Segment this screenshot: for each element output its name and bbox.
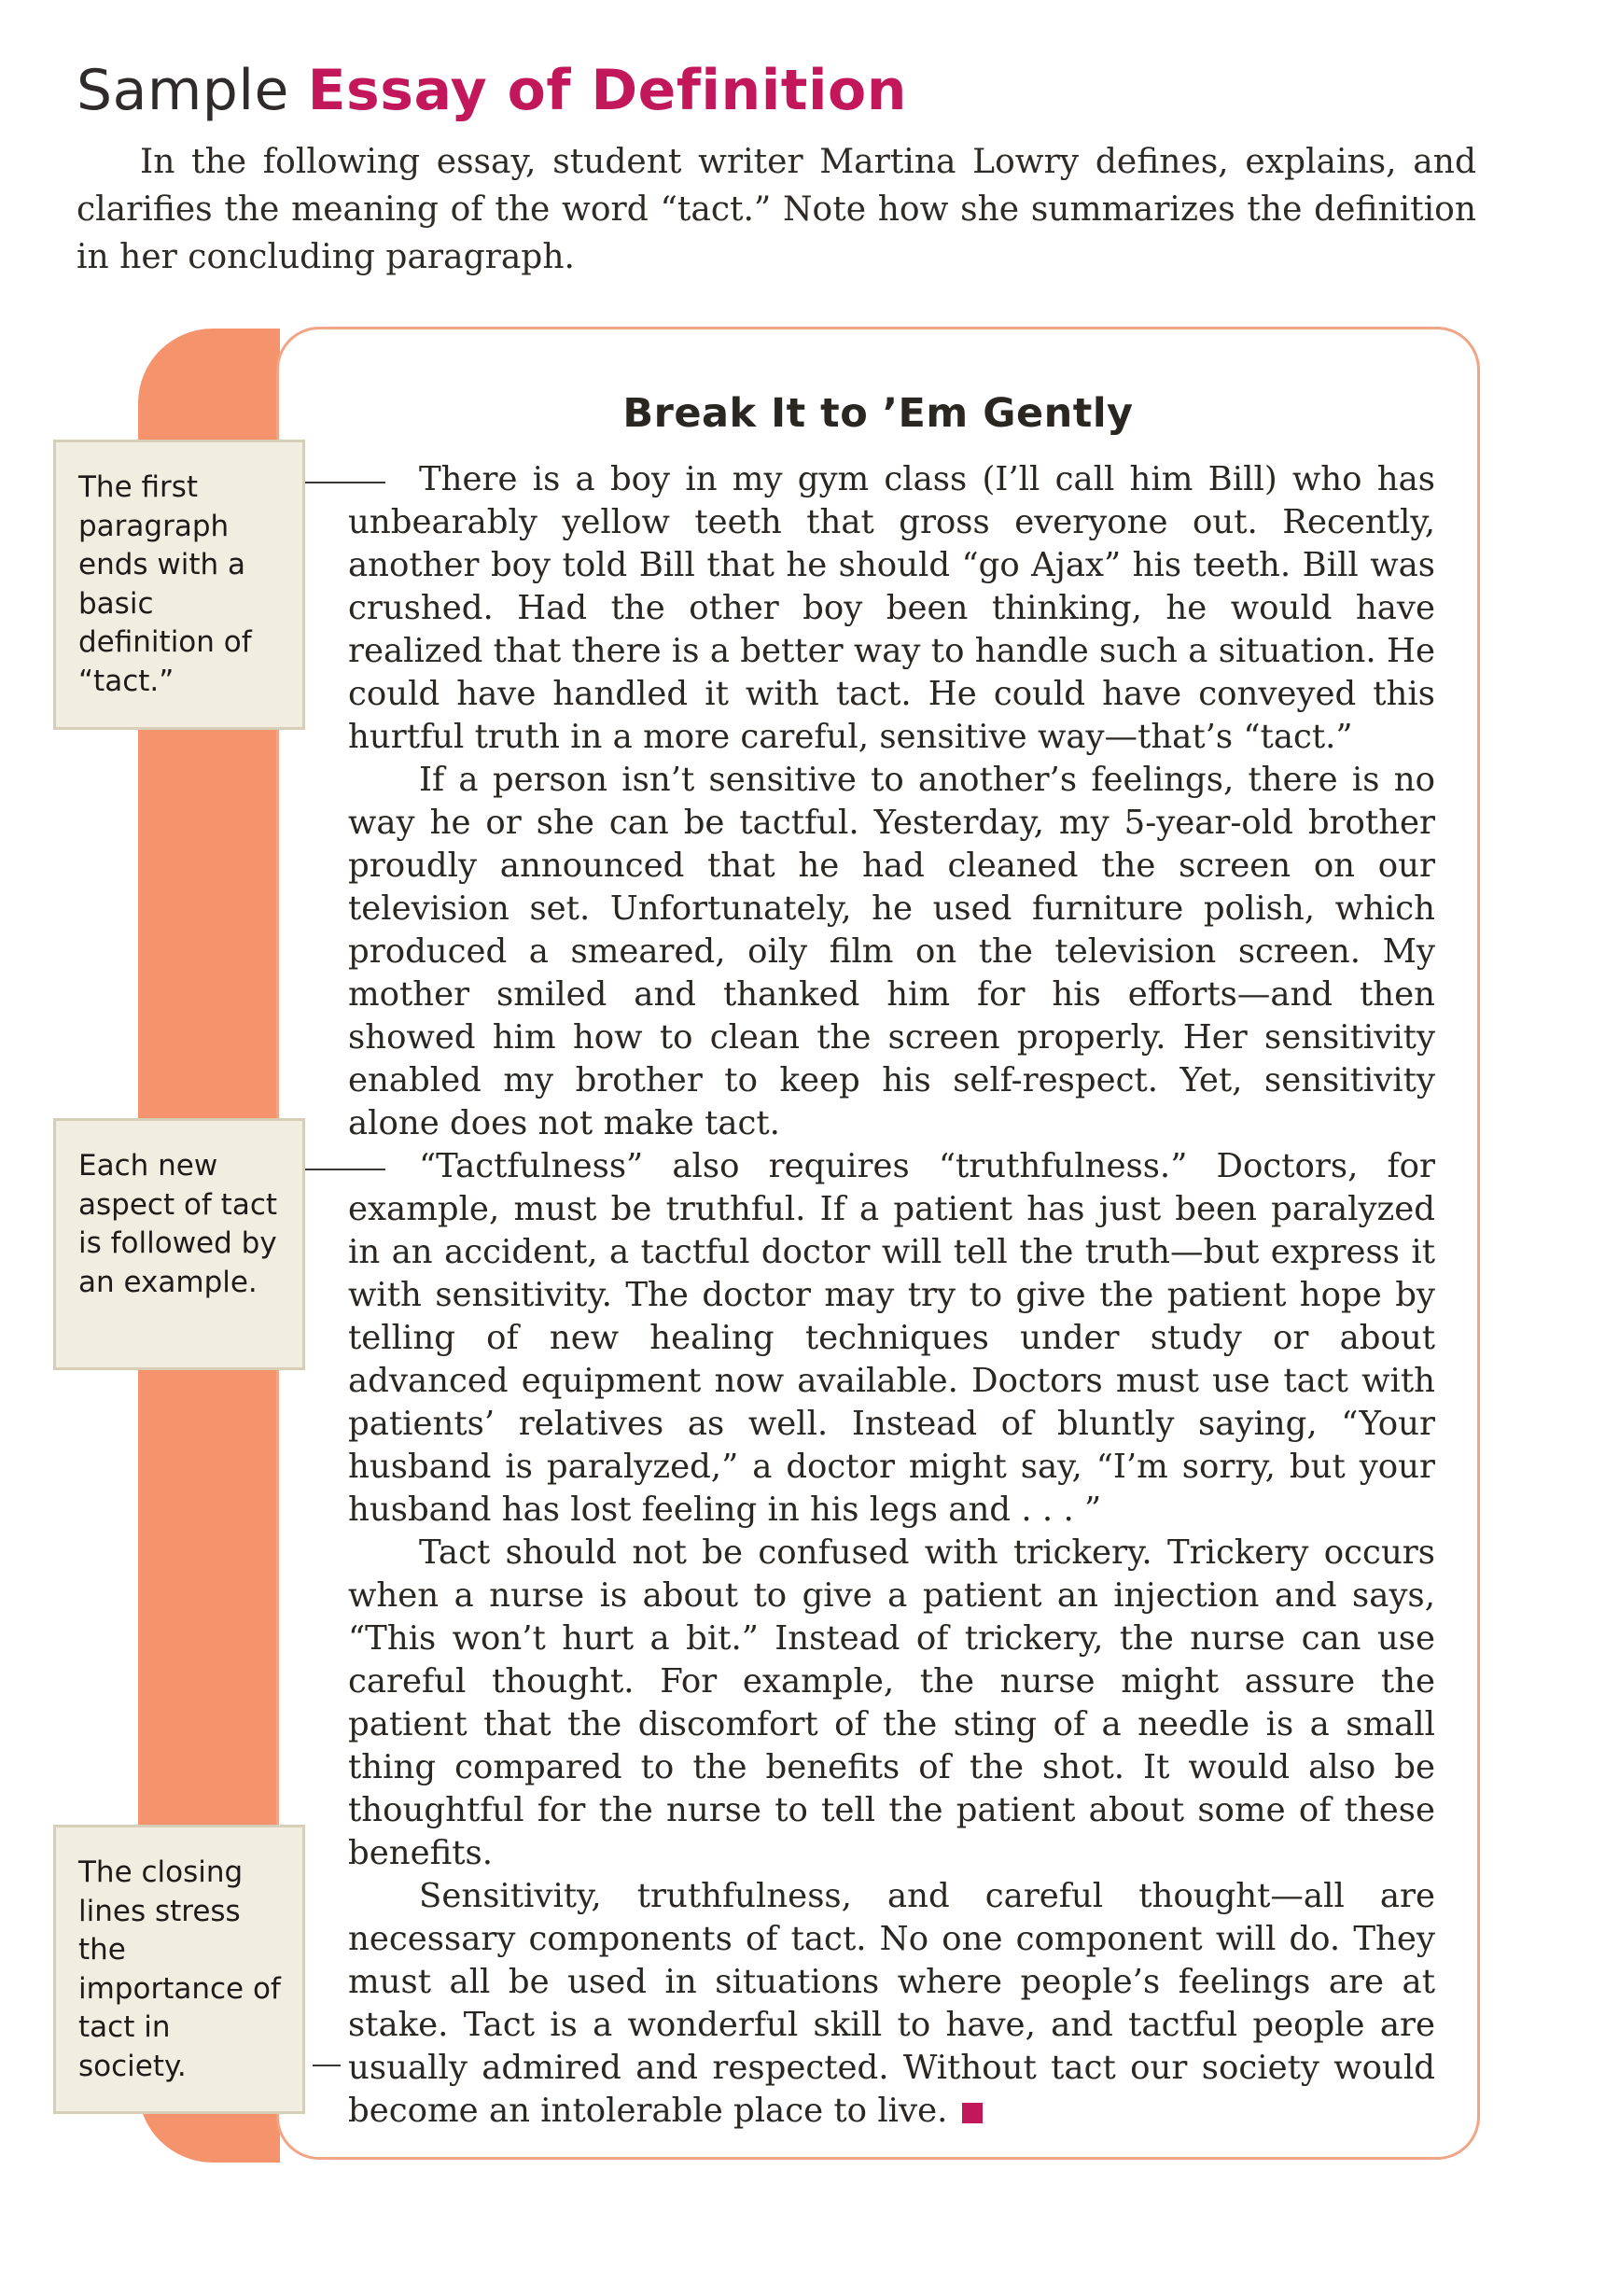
title-plain: Sample	[77, 58, 289, 123]
connector-line-2	[305, 1169, 385, 1170]
essay-title: Break It to ’Em Gently	[622, 390, 1134, 437]
margin-note-closing-lines: The closing lines stress the importance of tact in society.	[53, 1825, 305, 2114]
page-title	[77, 58, 907, 123]
end-of-essay-square-icon	[962, 2103, 983, 2123]
essay-paragraph-5-text: Sensitivity, truthfulness, and careful thought—all are necessary components of tact. No one component will do. They must all be used in situations where people’s feelings are at stake. Tact is a wonderful skill to have, and tactful people are usually admired and respected. Without tact our society would become an intolerable place to live.	[348, 1877, 1435, 2130]
title-accent: Essay of Definition	[307, 58, 907, 123]
essay-paragraph-5	[348, 1875, 1435, 2133]
connector-line-1	[305, 482, 385, 483]
essay-paragraph-3: “Tactfulness” also requires “truthfulness.” Doctors, for example, must be truthful. If a patient has just been paralyzed in an accident, a tactful doctor will tell the truth—but express it with sensitivity. The doctor may try to give the patient hope by telling of new healing techniques under study or about advanced equipment now available. Doctors must use tact with patients’ relatives as well. Instead of bluntly saying, “Your husband is paralyzed,” a doctor might say, “I’m sorry, but your husband has lost feeling in his legs and . . . ”	[348, 1147, 1435, 1529]
essay-paragraph-4: Tact should not be confused with trickery. Trickery occurs when a nurse is about to give a patient an injection and says, “This won’t hurt a bit.” Instead of trickery, the nurse can use careful thought. For example, the nurse might assure the patient that the discomfort of the sting of a needle is a small thing compared to the benefits of the shot. It would also be thoughtful for the nurse to tell the patient about some of these benefits.	[348, 1533, 1435, 1872]
connector-line-3	[313, 2065, 341, 2066]
essay-paragraph-1: There is a boy in my gym class (I’ll call him Bill) who has unbearably yellow teeth that gross everyone out. Recently, another boy told Bill that he should “go Ajax” his teeth. Bill was crushed. Had the other boy been thinking, he would have realized that there is a better way to handle such a situation. He could have handled it with tact. He could have conveyed this hurtful truth in a more careful, sensitive way—that’s “tact.”	[348, 460, 1435, 756]
essay-body	[348, 458, 1435, 2133]
intro-paragraph: In the following essay, student writer Martina Lowry defines, explains, and clarifies the meaning of the word “tact.” Note how she summarizes the definition in her concluding paragraph.	[77, 143, 1476, 276]
essay-paragraph-2: If a person isn’t sensitive to another’s feelings, there is no way he or she can be tactful. Yesterday, my 5-year-old brother proudly announced that he had cleaned the screen on our television set. Unfortunately, he used furniture polish, which produced a smeared, oily film on the television screen. My mother smiled and thanked him for his efforts—and then showed him how to clean the screen properly. Her sensitivity enabled my brother to keep his self-respect. Yet, sensitivity alone does not make tact.	[348, 761, 1435, 1142]
margin-note-new-aspect: Each new aspect of tact is followed by an example.	[53, 1118, 305, 1370]
margin-note-first-paragraph: The first paragraph ends with a basic definition of “tact.”	[53, 440, 305, 730]
